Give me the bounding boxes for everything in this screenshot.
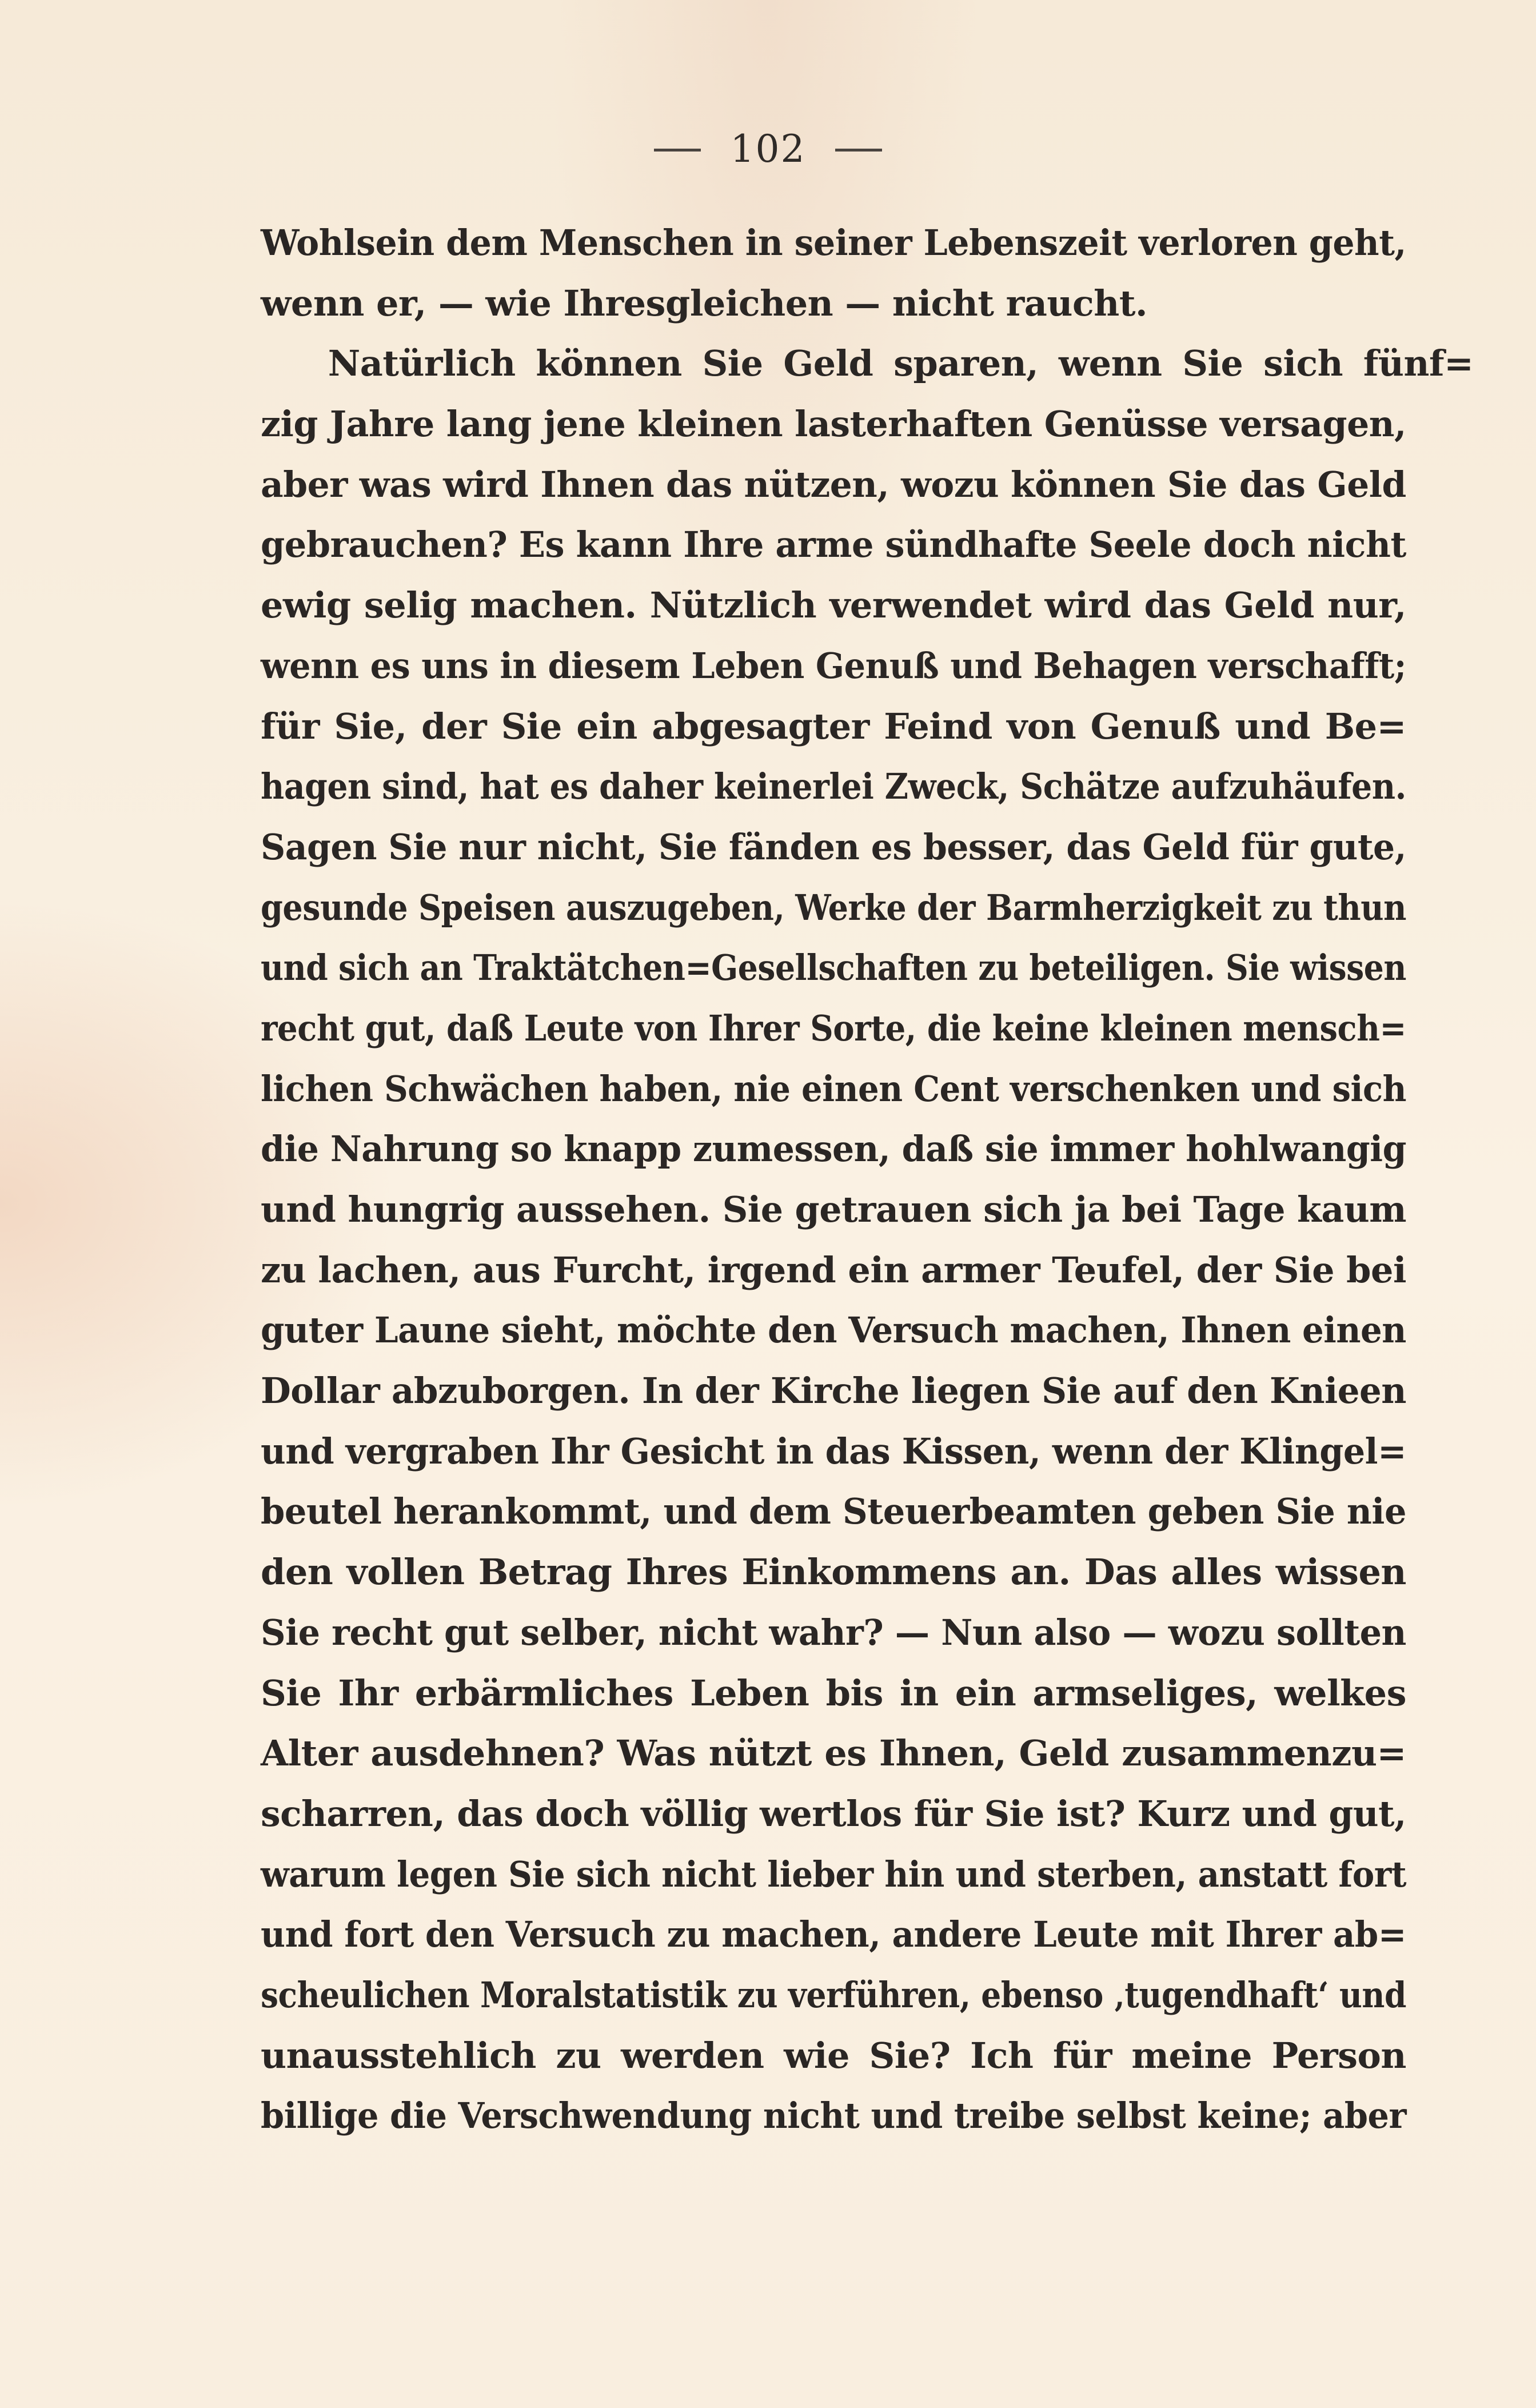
text-line: den vollen Betrag Ihres Einkommens an. Das alles wissen xyxy=(261,1551,1406,1593)
page-number-dash-right xyxy=(835,149,882,152)
text-line: und sich an Traktätchen=Gesellschaften zu beteiligen. Sie wissen xyxy=(261,947,1406,989)
page-number-dash-left xyxy=(654,149,701,152)
text-line: zig Jahre lang jene kleinen lasterhaften Genüsse versagen, xyxy=(261,403,1406,445)
text-line: scharren, das doch völlig wertlos für Sie ist? Kurz und gut, xyxy=(261,1792,1406,1835)
text-line: ewig selig machen. Nützlich verwendet wird das Geld nur, xyxy=(261,584,1406,627)
text-line: und hungrig aussehen. Sie getrauen sich ja bei Tage kaum xyxy=(261,1189,1407,1230)
text-line: Sie recht gut selber, nicht wahr? — Nun also — wozu sollten xyxy=(261,1611,1406,1653)
text-line: Sie Ihr erbärmliches Leben bis in ein armseliges, welkes xyxy=(261,1672,1406,1714)
page-number xyxy=(0,127,1536,171)
text-line: die Nahrung so knapp zumessen, daß sie immer hohlwangig xyxy=(261,1128,1407,1170)
text-line: Wohlsein dem Menschen in seiner Lebenszeit verloren geht, xyxy=(261,222,1406,264)
text-line: wenn er, — wie Ihresgleichen — nicht raucht. xyxy=(261,282,1148,324)
text-line: billige die Verschwendung nicht und treibe selbst keine; aber xyxy=(261,2095,1407,2137)
text-line: gebrauchen? Es kann Ihre arme sündhafte Seele doch nicht xyxy=(261,524,1406,566)
text-line: Sagen Sie nur nicht, Sie fänden es besser, das Geld für gute, xyxy=(261,826,1406,868)
text-line: zu lachen, aus Furcht, irgend ein armer Teufel, der Sie bei xyxy=(261,1249,1406,1291)
body-text xyxy=(261,213,1474,2146)
text-line: und vergraben Ihr Gesicht in das Kissen, wenn der Klingel= xyxy=(261,1430,1407,1472)
text-line: aber was wird Ihnen das nützen, wozu können Sie das Geld xyxy=(261,463,1406,505)
text-line: unausstehlich zu werden wie Sie? Ich für meine Person xyxy=(261,2034,1406,2076)
page-number-text: 102 xyxy=(730,127,806,171)
text-line: hagen sind, hat es daher keinerlei Zweck, Schätze aufzuhäufen. xyxy=(261,766,1406,808)
text-line: für Sie, der Sie ein abgesagter Feind von Genuß und Be= xyxy=(261,705,1406,747)
text-line: wenn es uns in diesem Leben Genuß und Behagen verschafft; xyxy=(261,644,1407,687)
text-line: Alter ausdehnen? Was nützt es Ihnen, Geld zusammenzu= xyxy=(261,1732,1406,1775)
text-line: guter Laune sieht, möchte den Versuch machen, Ihnen einen xyxy=(261,1309,1406,1351)
text-line: und fort den Versuch zu machen, andere Leute mit Ihrer ab= xyxy=(261,1913,1406,1956)
text-line: recht gut, daß Leute von Ihrer Sorte, die keine kleinen mensch= xyxy=(261,1007,1406,1049)
text-line: lichen Schwächen haben, nie einen Cent verschenken und sich xyxy=(261,1067,1407,1110)
text-line: gesunde Speisen auszugeben, Werke der Barmherzigkeit zu thun xyxy=(261,886,1407,928)
text-line: warum legen Sie sich nicht lieber hin und sterben, anstatt fort xyxy=(261,1853,1407,1895)
text-line: beutel herankommt, und dem Steuerbeamten geben Sie nie xyxy=(261,1490,1406,1533)
text-line: scheulichen Moralstatistik zu verführen, ebenso ‚tugendhaft‘ und xyxy=(261,1974,1407,2016)
text-line: Natürlich können Sie Geld sparen, wenn Sie sich fünf= xyxy=(328,342,1474,385)
text-line: Dollar abzuborgen. In der Kirche liegen Sie auf den Knieen xyxy=(261,1370,1407,1412)
